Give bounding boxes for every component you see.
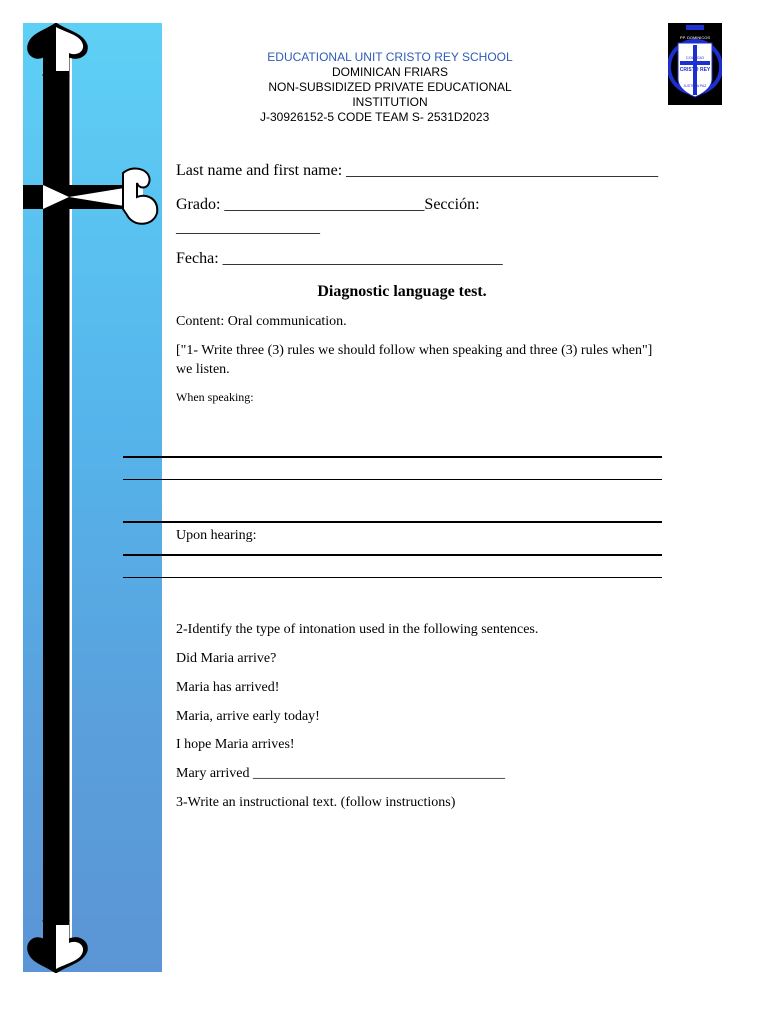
sentence-item: I hope Maria arrives! — [176, 737, 295, 752]
svg-text:CRISTO REY: CRISTO REY — [679, 67, 711, 73]
school-name: EDUCATIONAL UNIT CRISTO REY SCHOOL — [267, 50, 513, 64]
content-line: Content: Oral communication. — [176, 314, 347, 329]
answer-line[interactable] — [123, 554, 662, 556]
grado-seccion-field[interactable]: Grado: _________________________Sección: — [176, 196, 480, 213]
svg-text:JUSTICIA PAZ: JUSTICIA PAZ — [683, 84, 707, 88]
order-name: DOMINICAN FRIARS — [331, 65, 448, 79]
sentence-item: Maria has arrived! — [176, 680, 280, 695]
svg-text:COLEGIO: COLEGIO — [685, 55, 705, 60]
question-1-line-2: we listen. — [176, 362, 230, 377]
test-title: Diagnostic language test. — [317, 283, 487, 300]
school-logo — [668, 23, 722, 105]
cross-ornament — [23, 23, 163, 973]
question-1-line-1: ["1- Write three (3) rules we should follow when speaking and three (3) rules when"] — [176, 343, 653, 358]
answer-line[interactable] — [123, 521, 662, 523]
answer-line[interactable] — [123, 479, 662, 480]
sentence-item: Did Maria arrive? — [176, 651, 277, 666]
fecha-field[interactable]: Fecha: ___________________________________ — [176, 250, 503, 267]
school-header — [230, 50, 550, 125]
upon-hearing-label: Upon hearing: — [176, 528, 257, 543]
sentence-item: Maria, arrive early today! — [176, 709, 320, 724]
question-2: 2-Identify the type of intonation used in the following sentences. — [176, 622, 539, 637]
when-speaking-label: When speaking: — [176, 390, 254, 404]
svg-text:PP. DOMINICOS: PP. DOMINICOS — [679, 35, 711, 40]
sentence-item-blank[interactable]: Mary arrived ____________________________________ — [176, 766, 505, 781]
institution-name: NON-SUBSIDIZED PRIVATE EDUCATIONAL INSTITUTION — [268, 80, 512, 109]
institution-code: J-30926152-5 CODE TEAM S- 2531D2023 — [260, 110, 490, 124]
name-field[interactable]: Last name and first name: _______________________________________ — [176, 162, 659, 179]
answer-line[interactable] — [123, 456, 662, 458]
question-3: 3-Write an instructional text. (follow instructions) — [176, 795, 456, 810]
seccion-blank[interactable]: __________________ — [176, 219, 320, 236]
answer-line[interactable] — [123, 577, 662, 578]
